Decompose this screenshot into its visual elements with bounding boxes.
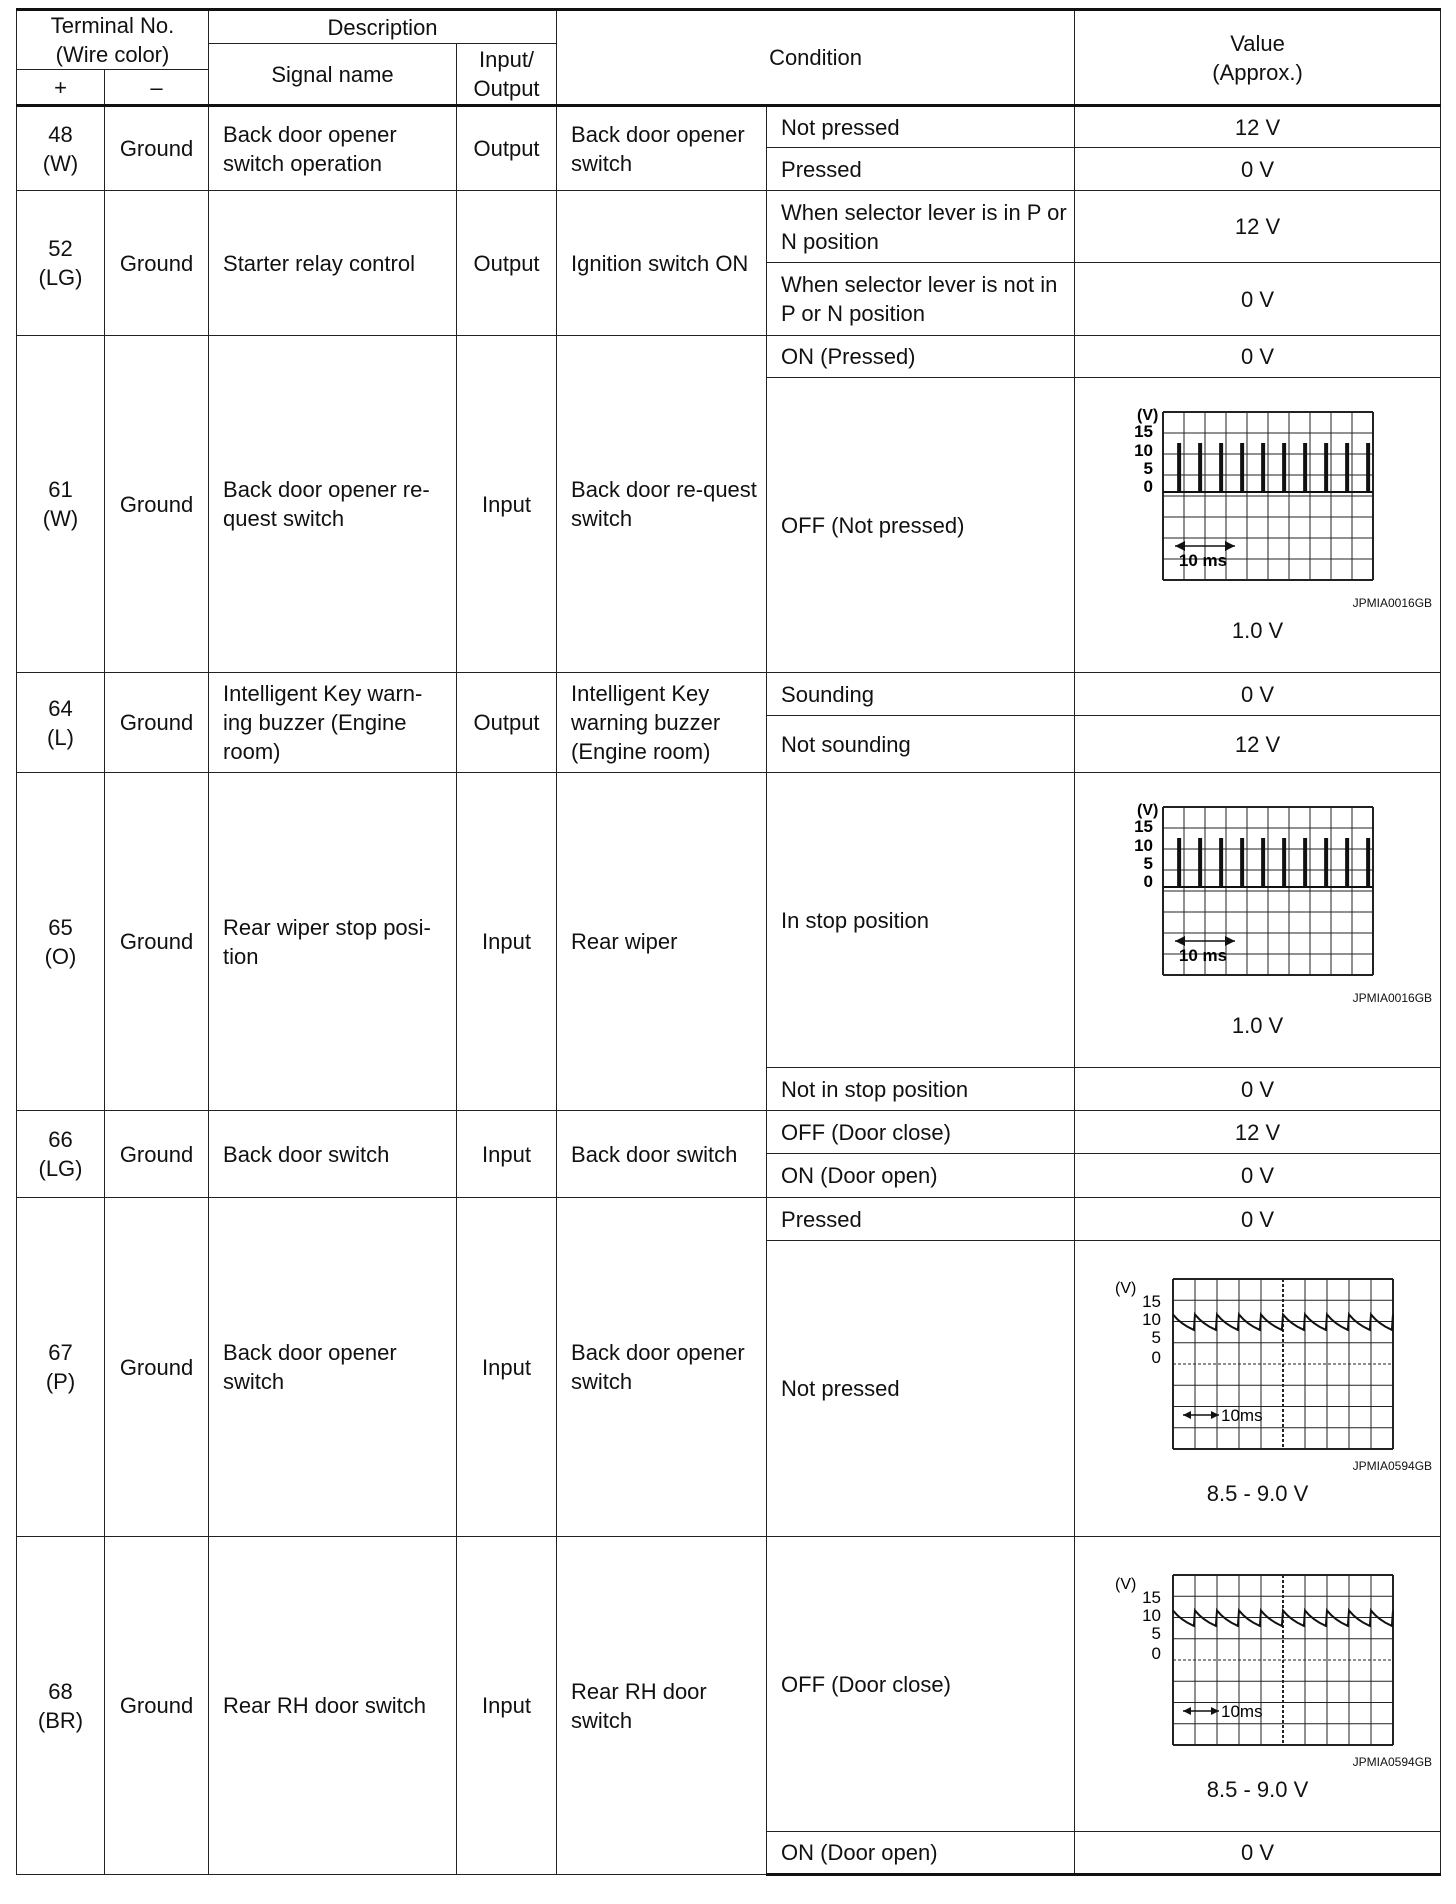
condition-cell: Pressed xyxy=(767,1198,1075,1241)
signal-name-cell: Rear wiper stop posi-tion xyxy=(209,773,457,1111)
terminal-spec-table xyxy=(16,8,1441,1876)
signal-name-cell: Starter relay control xyxy=(209,191,457,336)
value-cell: 0 V xyxy=(1075,336,1441,378)
wave-time-marker xyxy=(1183,1411,1219,1419)
condition-main-cell: Rear RH door switch xyxy=(557,1537,767,1875)
condition-main-cell: Back door opener switch xyxy=(557,106,767,191)
io-cell: Output xyxy=(457,673,557,773)
condition-cell: OFF (Not pressed) xyxy=(767,378,1075,673)
condition-main-cell: Ignition switch ON xyxy=(557,191,767,336)
condition-main-cell: Rear wiper xyxy=(557,773,767,1111)
table-row-66 xyxy=(17,1111,1441,1154)
table-row-52 xyxy=(17,191,1441,263)
value-cell: 12 V xyxy=(1075,1111,1441,1154)
header-minus: – xyxy=(105,70,209,106)
io-cell: Input xyxy=(457,336,557,673)
wave-time-marker xyxy=(1183,1707,1219,1715)
pulse-waveform xyxy=(1123,801,1393,991)
terminal-cell: 67 (P) xyxy=(17,1198,105,1537)
wave-tick: 0 xyxy=(1151,1643,1161,1663)
wave-time-label: 10 ms xyxy=(1178,945,1227,965)
ground-cell: Ground xyxy=(105,1111,209,1198)
ground-cell: Ground xyxy=(105,106,209,191)
io-cell: Output xyxy=(457,106,557,191)
ground-cell: Ground xyxy=(105,1537,209,1875)
ground-cell: Ground xyxy=(105,336,209,673)
condition-cell: OFF (Door close) xyxy=(767,1111,1075,1154)
wave-unit: (V) xyxy=(1136,801,1158,819)
wave-time-label: 10ms xyxy=(1220,1701,1263,1721)
condition-cell: Pressed xyxy=(767,148,1075,191)
value-cell: 0 V xyxy=(1075,1154,1441,1198)
figure-code: JPMIA0016GB xyxy=(1352,595,1433,610)
wave-tick: 10 xyxy=(1133,440,1153,460)
table-row-68 xyxy=(17,1537,1441,1832)
wave-tick: 15 xyxy=(1141,1587,1161,1607)
terminal-cell: 68 (BR) xyxy=(17,1537,105,1875)
wave-time-label: 10 ms xyxy=(1178,550,1227,570)
value-text: 8.5 - 9.0 V xyxy=(1206,1481,1309,1506)
condition-cell: ON (Door open) xyxy=(767,1832,1075,1875)
wave-tick: 5 xyxy=(1143,853,1153,873)
table-row-61 xyxy=(17,336,1441,378)
value-cell: 0 V xyxy=(1075,673,1441,716)
signal-name-cell: Intelligent Key warn-ing buzzer (Engine room) xyxy=(209,673,457,773)
wave-tick: 0 xyxy=(1151,1348,1161,1367)
table-row-48 xyxy=(17,106,1441,148)
ground-cell: Ground xyxy=(105,1198,209,1537)
wave-unit: (V) xyxy=(1114,1575,1136,1593)
header-terminal-no: Terminal No. (Wire color) xyxy=(17,10,209,70)
condition-cell: Not pressed xyxy=(767,106,1075,148)
terminal-cell: 65 (O) xyxy=(17,773,105,1111)
value-waveform-cell xyxy=(1075,1241,1441,1537)
table-row-67 xyxy=(17,1198,1441,1241)
value-text: 1.0 V xyxy=(1231,1012,1284,1038)
terminal-table-page xyxy=(16,8,1440,1876)
value-cell: 0 V xyxy=(1075,148,1441,191)
signal-name-cell: Rear RH door switch xyxy=(209,1537,457,1875)
wave-tick: 0 xyxy=(1143,871,1153,891)
condition-cell: Not pressed xyxy=(767,1241,1075,1537)
wave-unit: (V) xyxy=(1114,1280,1136,1297)
wave-time-label: 10ms xyxy=(1220,1406,1263,1425)
header-value: Value (Approx.) xyxy=(1075,10,1441,106)
value-waveform-cell xyxy=(1075,378,1441,673)
sawtooth-waveform xyxy=(1113,1565,1403,1755)
terminal-cell: 64 (L) xyxy=(17,673,105,773)
wave-tick: 10 xyxy=(1141,1310,1161,1329)
pulse-waveform xyxy=(1123,406,1393,596)
condition-cell: ON (Door open) xyxy=(767,1154,1075,1198)
wave-trace xyxy=(1173,1610,1393,1625)
header-condition: Condition xyxy=(557,10,1075,106)
signal-name-cell: Back door switch xyxy=(209,1111,457,1198)
condition-cell: OFF (Door close) xyxy=(767,1537,1075,1832)
wave-tick: 5 xyxy=(1151,1328,1161,1347)
io-cell: Input xyxy=(457,1198,557,1537)
condition-cell: ON (Pressed) xyxy=(767,336,1075,378)
value-cell: 12 V xyxy=(1075,191,1441,263)
condition-main-cell: Intelligent Key warning buzzer (Engine room) xyxy=(557,673,767,773)
wave-tick: 5 xyxy=(1143,458,1153,478)
terminal-cell: 61 (W) xyxy=(17,336,105,673)
value-text: 1.0 V xyxy=(1231,617,1284,643)
io-cell: Input xyxy=(457,1537,557,1875)
value-cell: 0 V xyxy=(1075,1068,1441,1111)
signal-name-cell: Back door opener switch operation xyxy=(209,106,457,191)
value-cell: 0 V xyxy=(1075,1198,1441,1241)
wave-tick: 15 xyxy=(1141,1292,1161,1311)
wave-unit: (V) xyxy=(1136,406,1158,424)
signal-name-cell: Back door opener switch xyxy=(209,1198,457,1537)
header-signal-name: Signal name xyxy=(209,44,457,106)
value-cell: 0 V xyxy=(1075,263,1441,336)
wave-tick: 0 xyxy=(1143,476,1153,496)
wave-grid xyxy=(1173,1575,1393,1745)
ground-cell: Ground xyxy=(105,191,209,336)
value-waveform-cell xyxy=(1075,773,1441,1068)
figure-code: JPMIA0594GB xyxy=(1352,1754,1433,1769)
header-description: Description xyxy=(209,10,557,44)
value-cell: 0 V xyxy=(1075,1832,1441,1875)
wave-grid xyxy=(1173,1279,1393,1449)
terminal-cell: 66 (LG) xyxy=(17,1111,105,1198)
condition-cell: Not sounding xyxy=(767,716,1075,773)
condition-main-cell: Back door re-quest switch xyxy=(557,336,767,673)
wave-tick: 15 xyxy=(1133,816,1153,836)
sawtooth-waveform xyxy=(1113,1269,1403,1459)
condition-cell: When selector lever is in P or N position xyxy=(767,191,1075,263)
ground-cell: Ground xyxy=(105,673,209,773)
wave-trace xyxy=(1173,1314,1393,1329)
wave-tick: 10 xyxy=(1133,835,1153,855)
value-waveform-cell xyxy=(1075,1537,1441,1832)
io-cell: Input xyxy=(457,773,557,1111)
wave-tick: 15 xyxy=(1133,421,1153,441)
table-row-64 xyxy=(17,673,1441,716)
wave-tick: 10 xyxy=(1141,1605,1161,1625)
condition-cell: In stop position xyxy=(767,773,1075,1068)
terminal-cell: 48 (W) xyxy=(17,106,105,191)
header-input-output: Input/ Output xyxy=(457,44,557,106)
value-cell: 12 V xyxy=(1075,716,1441,773)
terminal-cell: 52 (LG) xyxy=(17,191,105,336)
condition-cell: When selector lever is not in P or N position xyxy=(767,263,1075,336)
value-cell: 12 V xyxy=(1075,106,1441,148)
header-plus: + xyxy=(17,70,105,106)
signal-name-cell: Back door opener re-quest switch xyxy=(209,336,457,673)
value-text: 8.5 - 9.0 V xyxy=(1206,1776,1309,1802)
io-cell: Input xyxy=(457,1111,557,1198)
figure-code: JPMIA0594GB xyxy=(1352,1459,1433,1473)
condition-cell: Not in stop position xyxy=(767,1068,1075,1111)
io-cell: Output xyxy=(457,191,557,336)
figure-code: JPMIA0016GB xyxy=(1352,990,1433,1005)
table-row-65 xyxy=(17,773,1441,1068)
condition-main-cell: Back door switch xyxy=(557,1111,767,1198)
wave-tick: 5 xyxy=(1151,1623,1161,1643)
ground-cell: Ground xyxy=(105,773,209,1111)
condition-main-cell: Back door opener switch xyxy=(557,1198,767,1537)
condition-cell: Sounding xyxy=(767,673,1075,716)
